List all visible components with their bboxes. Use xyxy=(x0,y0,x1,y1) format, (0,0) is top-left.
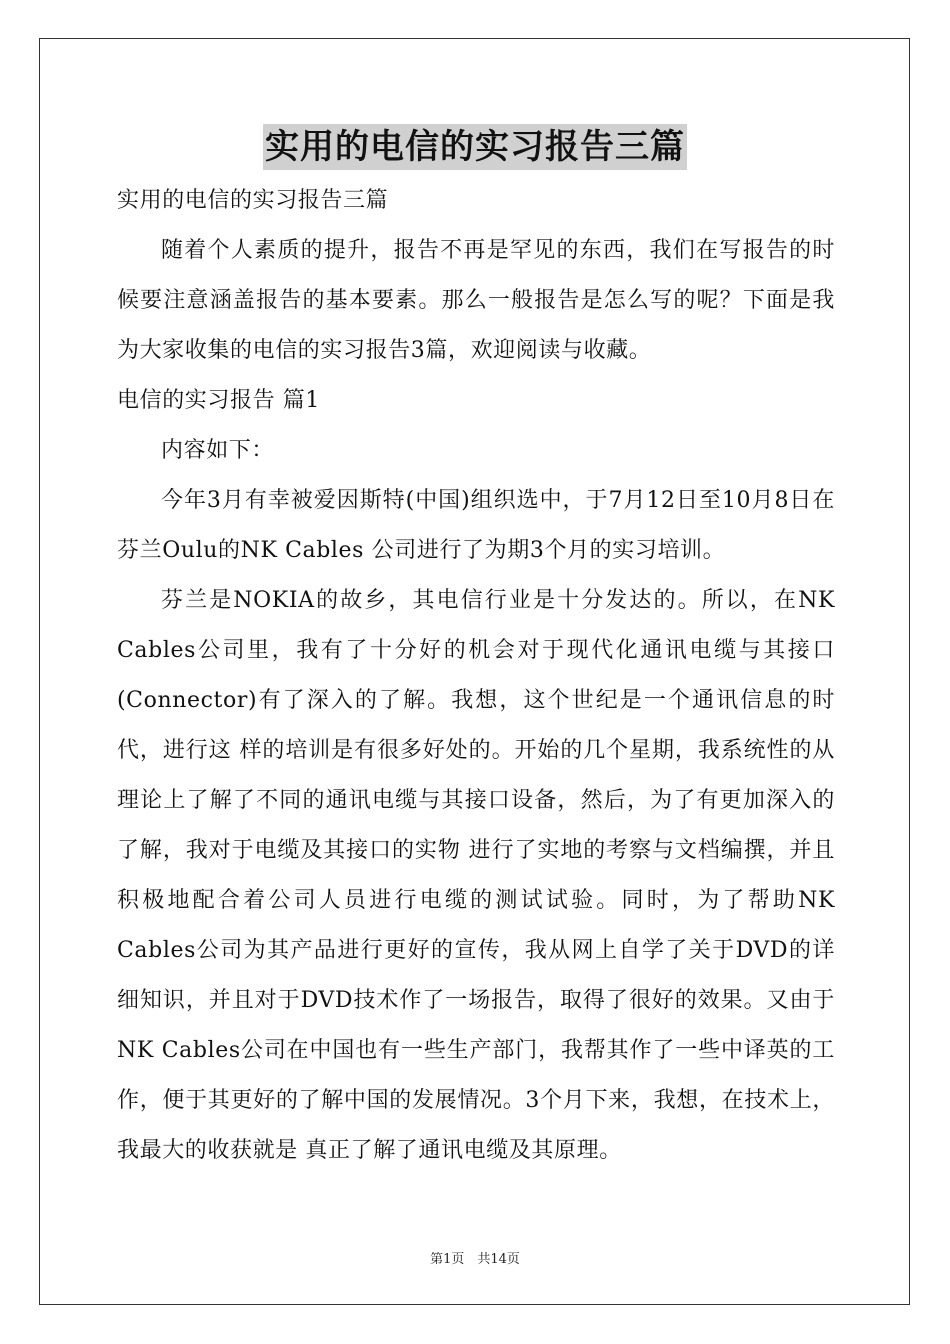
content-lead-paragraph: 内容如下： xyxy=(161,438,275,463)
subtitle-line: 实用的电信的实习报告三篇 xyxy=(117,188,389,213)
intro-paragraph: 随着个人素质的提升，报告不再是罕见的东西，我们在写报告的时候要注意涵盖报告的基本要素。那么一般报告是怎么写的呢？下面是我为大家收集的电信的实习报告3篇，欢迎阅读与收藏。 xyxy=(117,238,835,363)
page-footer: 第1页 共14页 xyxy=(430,1252,520,1267)
document-body xyxy=(117,176,835,1176)
experience-paragraph: 芬兰是NOKIA的故乡，其电信行业是十分发达的。所以，在NK Cables公司里，我有了十分好的机会对于现代化通讯电缆与其接口(Connector)有了深入的了解。我想，这个世纪是一个通讯信息的时代，进行这 样的培训是有很多好处的。开始的几个星期，我系统性的从理论上了解了不同的通讯电缆与其接口设备，然后，为了有更加深入的了解，我对于电缆及其接口的实物 进行了实地的考察与文档编撰，并且积极地配合着公司人员进行电缆的测试试验。同时，为了帮助NK Cables公司为其产品进行更好的宣传，我从网上自学了关于DVD的详细知识，并且对于DVD技术作了一场报告，取得了很好的效果。又由于NK Cables公司在中国也有一些生产部门，我帮其作了一些中译英的工作，便于其更好的了解中国的发展情况。3个月下来，我想，在技术上，我最大的收获就是 真正了解了通讯电缆及其原理。 xyxy=(117,588,835,1163)
title-container xyxy=(0,124,950,170)
document-title: 实用的电信的实习报告三篇 xyxy=(263,124,687,170)
selection-paragraph: 今年3月有幸被爱因斯特(中国)组织选中，于7月12日至10月8日在芬兰Oulu的NK Cables 公司进行了为期3个月的实习培训。 xyxy=(117,488,835,563)
section-heading: 电信的实习报告 篇1 xyxy=(117,388,320,413)
